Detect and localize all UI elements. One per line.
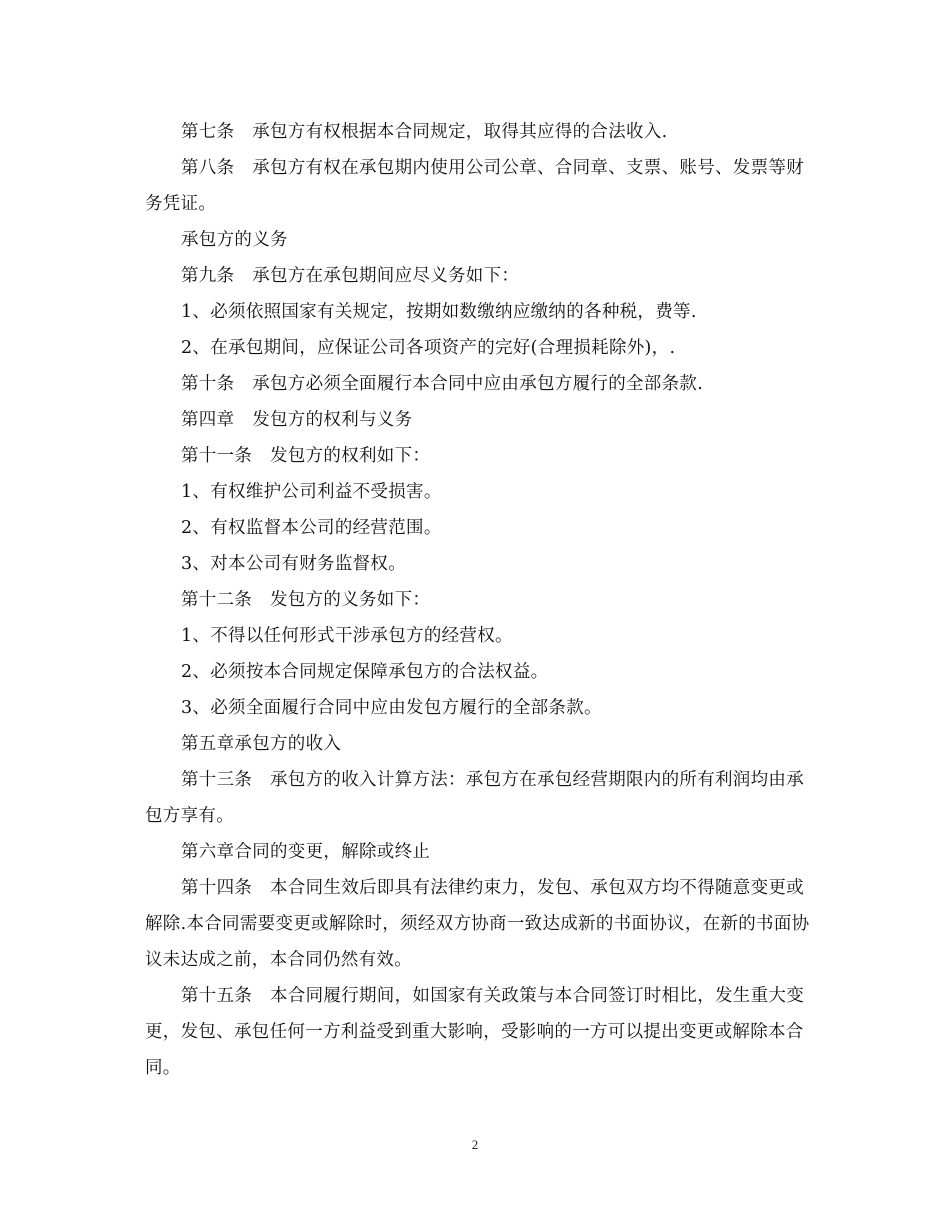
heading-chapter-6: 第六章合同的变更，解除或终止: [181, 842, 431, 862]
paragraph-article-15: 第十五条 本合同履行期间，如国家有关政策与本合同签订时相比，发生重大变更，发包、承包任何一方利益受到重大影响，受影响的一方可以提出变更或解除本合同。: [145, 986, 804, 1078]
list-item-12-1: 1、不得以任何形式干涉承包方的经营权。: [181, 626, 513, 646]
list-item-9-1: 1、必须依照国家有关规定，按期如数缴纳应缴纳的各种税，费等.: [181, 302, 697, 322]
list-item-9-2: 2、在承包期间，应保证公司各项资产的完好(合理损耗除外)，.: [181, 338, 676, 358]
paragraph-article-8: 第八条 承包方有权在承包期内使用公司公章、合同章、支票、账号、发票等财务凭证。: [145, 158, 804, 214]
paragraph-article-14: 第十四条 本合同生效后即具有法律约束力，发包、承包双方均不得随意变更或解除.本合同需要变更或解除时，须经双方协商一致达成新的书面协议，在新的书面协议未达成之前，本合同仍然有效。: [145, 878, 810, 970]
document-body: [145, 114, 810, 1086]
list-item-12-2: 2、必须按本合同规定保障承包方的合法权益。: [181, 662, 549, 682]
list-item-11-3: 3、对本公司有财务监督权。: [181, 554, 407, 574]
list-item-11-1: 1、有权维护公司利益不受损害。: [181, 482, 442, 502]
heading-contractor-obligations: 承包方的义务: [181, 230, 288, 250]
heading-chapter-5: 第五章承包方的收入: [181, 734, 342, 754]
list-item-11-2: 2、有权监督本公司的经营范围。: [181, 518, 442, 538]
paragraph-article-12: 第十二条 发包方的义务如下：: [181, 590, 431, 610]
heading-chapter-4: 第四章 发包方的权利与义务: [181, 410, 413, 430]
paragraph-article-7: 第七条 承包方有权根据本合同规定，取得其应得的合法收入.: [181, 122, 668, 142]
list-item-12-3: 3、必须全面履行合同中应由发包方履行的全部条款。: [181, 698, 602, 718]
paragraph-article-9: 第九条 承包方在承包期间应尽义务如下：: [181, 266, 520, 286]
page-number: 2: [471, 1137, 479, 1152]
paragraph-article-10: 第十条 承包方必须全面履行本合同中应由承包方履行的全部条款.: [181, 374, 704, 394]
paragraph-article-11: 第十一条 发包方的权利如下：: [181, 446, 431, 466]
paragraph-article-13: 第十三条 承包方的收入计算方法：承包方在承包经营期限内的所有利润均由承包方享有。: [145, 770, 804, 826]
